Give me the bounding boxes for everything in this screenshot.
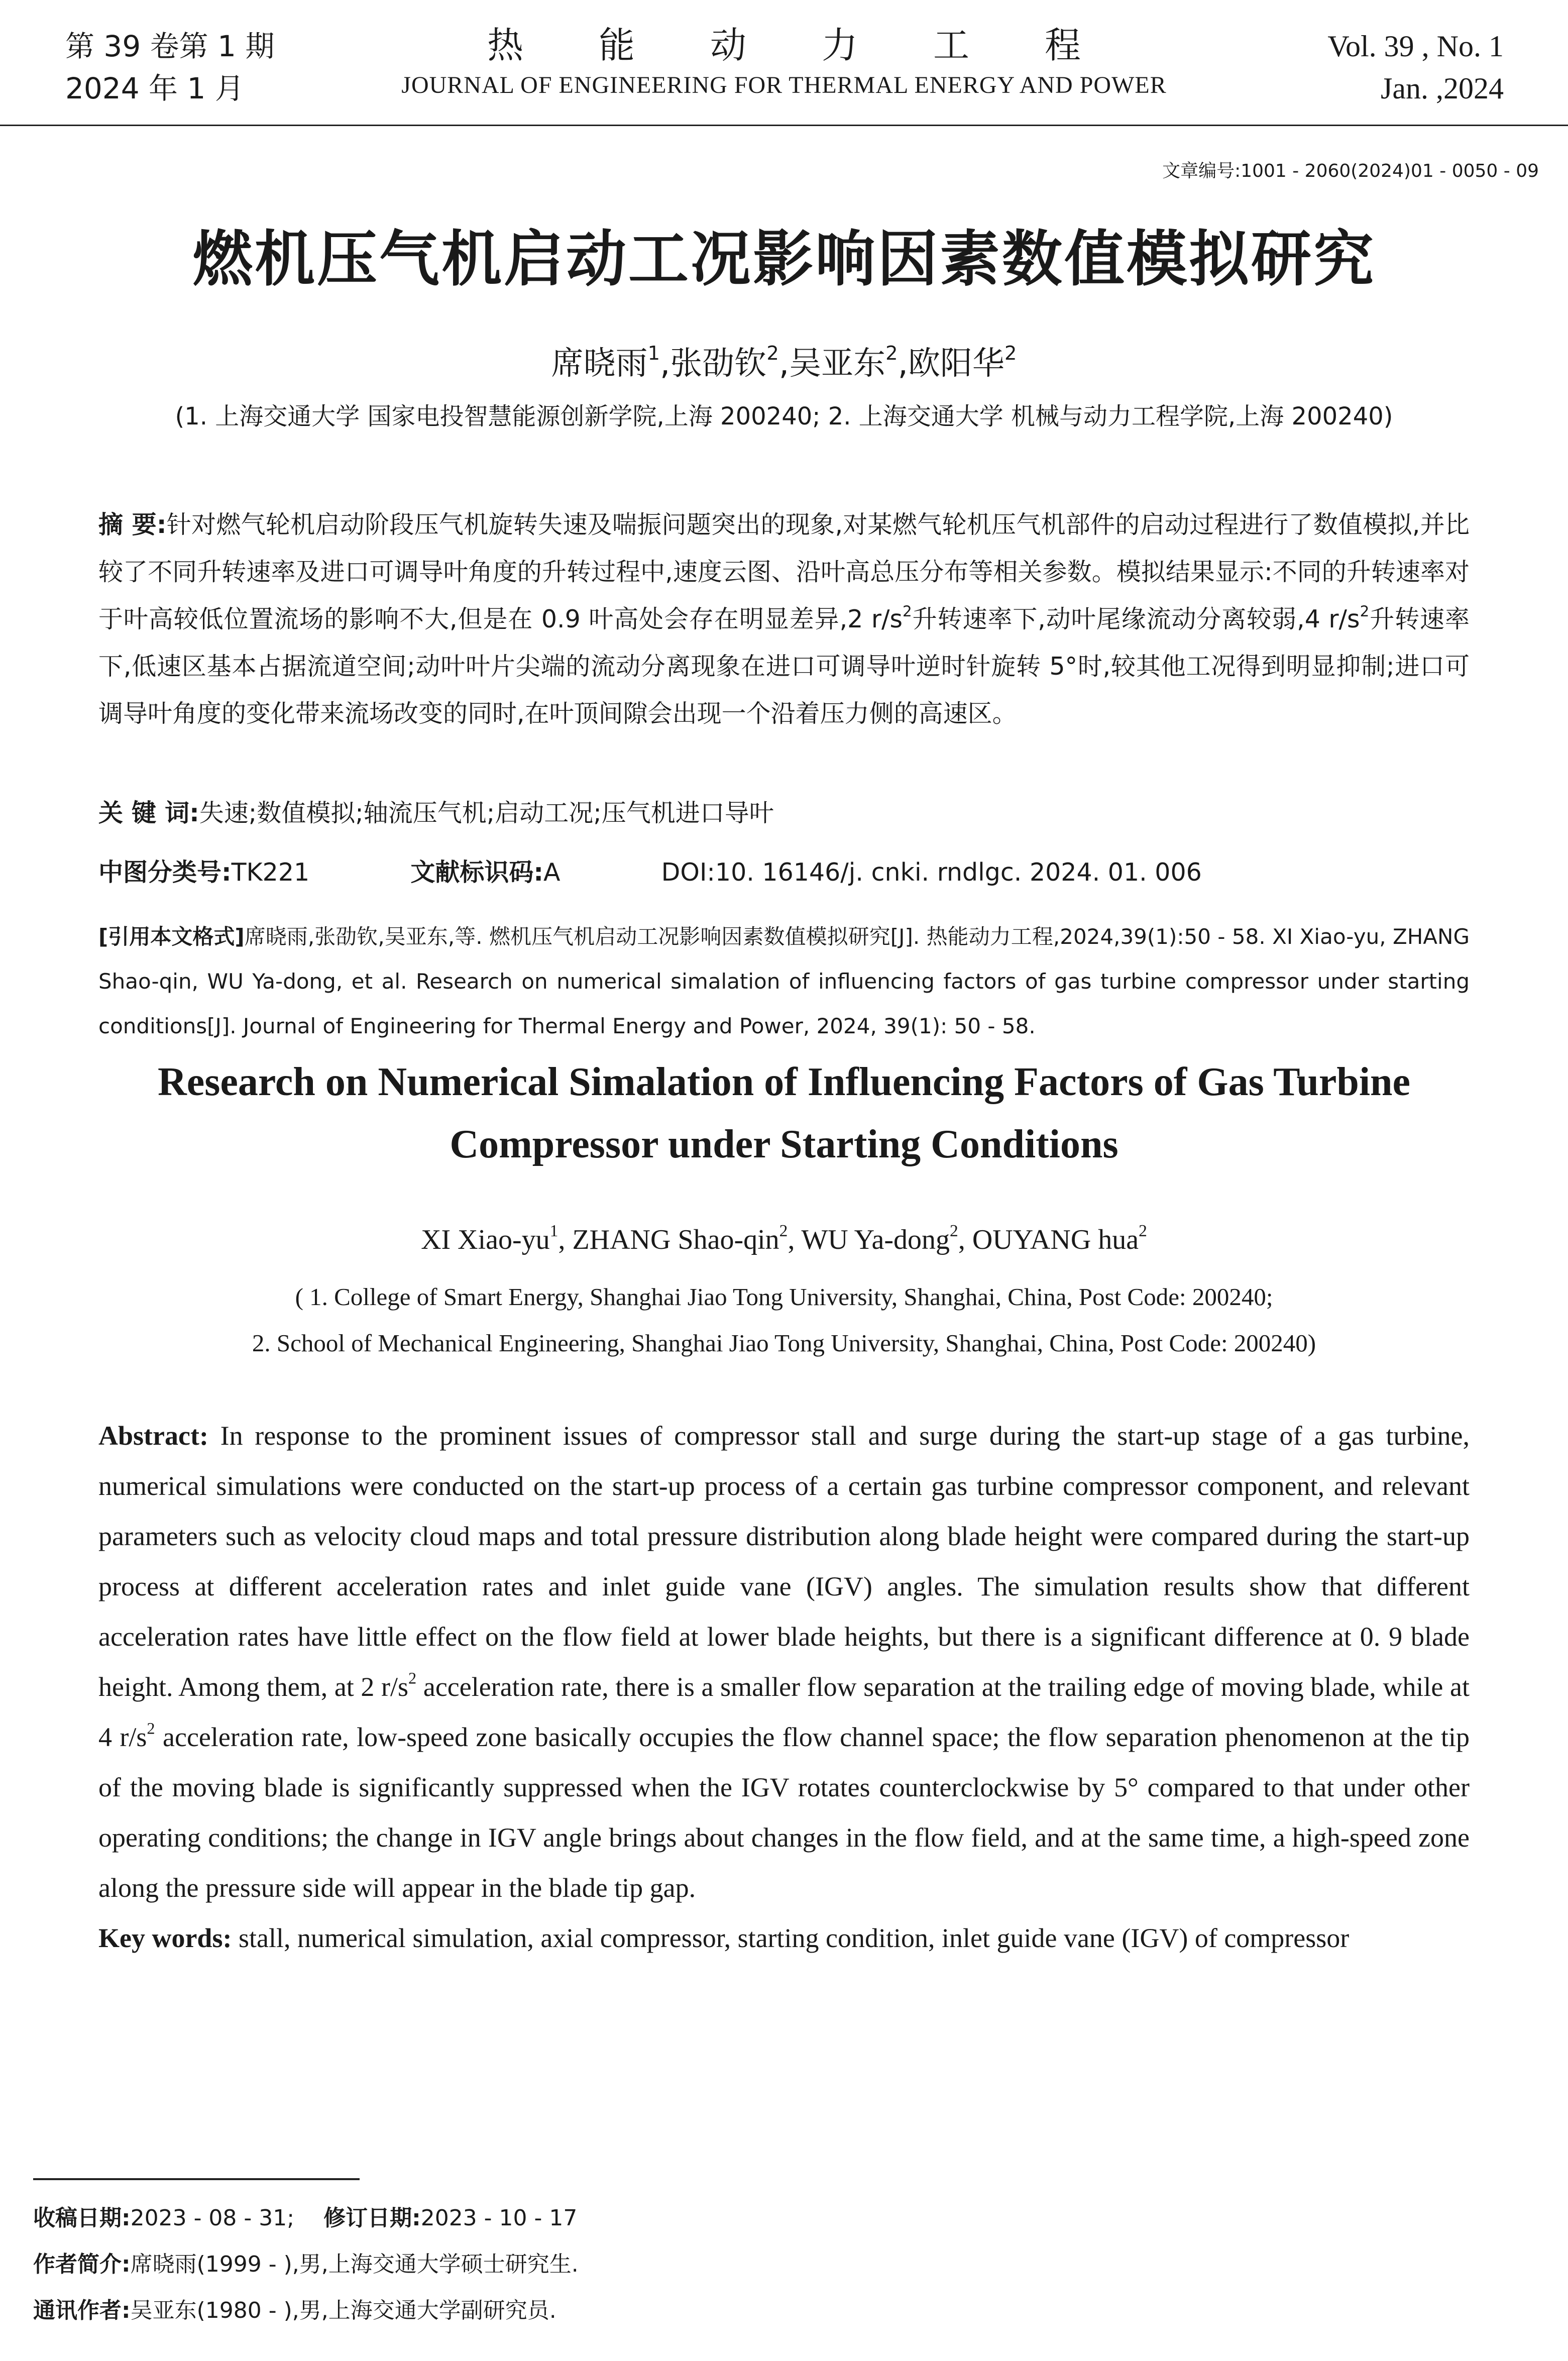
abstract-en-body — [98, 1421, 1470, 1903]
unit-exponent: 2 — [1360, 602, 1370, 620]
author-affiliation-mark: 2 — [950, 1221, 958, 1240]
affiliation-cn: (1. 上海交通大学 国家电投智慧能源创新学院,上海 200240; 2. 上海交通大学 机械与动力工程学院,上海 200240) — [175, 402, 1393, 431]
affiliation-en-line: ( 1. College of Smart Energy, Shanghai Jiao Tong University, Shanghai, China, Post Code: 200240; — [295, 1283, 1273, 1311]
abstract-en-label: Abstract: — [98, 1421, 208, 1451]
author-affiliation-mark: 2 — [1139, 1221, 1147, 1240]
unit-exponent: 2 — [903, 602, 912, 620]
received-date: 2023 - 08 - 31; — [130, 2205, 295, 2231]
footnote-rule — [33, 2178, 360, 2180]
keywords-en — [98, 1913, 1470, 1963]
revised-date: 2023 - 10 - 17 — [420, 2205, 578, 2231]
abstract-en — [98, 1411, 1470, 1963]
citation-text: 席晓雨,张劭钦,吴亚东,等. 燃机压气机启动工况影响因素数值模拟研究[J]. 热能动力工程,2024,39(1):50 - 58. XI Xiao-yu, ZHANG Shao-qin, WU Ya-dong, et al. Research on numerical simalation of influencing factors of gas turbine compressor under starting conditions[J]. Journal of Engineering for Thermal Energy and Power, 2024, 39(1): 50 - 58. — [98, 924, 1470, 1038]
journal-name-en: JOURNAL OF ENGINEERING FOR THERMAL ENERGY AND POWER — [401, 72, 1167, 98]
author-name: XI Xiao-yu — [421, 1224, 550, 1255]
abstract-cn-text: 针对燃气轮机启动阶段压气机旋转失速及喘振问题突出的现象,对某燃气轮机压气机部件的启动过程进行了数值模拟,并比较了不同升转速率及进口可调导叶角度的升转过程中,速度云图、沿叶高总压分布等相关参数。模拟结果显示:不同的升转速率对于叶高较低位置流场的影响不大,但是在 0.9 叶高处会存在明显差异,2 r/s — [98, 510, 1470, 633]
author-name: 欧阳华 — [908, 345, 1004, 382]
title-en: Research on Numerical Simalation of Influencing Factors of Gas Turbine Compressor under Starting Conditions — [157, 1060, 1411, 1166]
citation-format — [98, 914, 1470, 1048]
keywords-en-label: Key words: — [98, 1923, 232, 1953]
received-date-line — [33, 2195, 579, 2241]
abstract-cn-text: 升转速率下,动叶尾缘流动分离较弱,4 r/s — [912, 605, 1360, 633]
abstract-en-text: acceleration rate, there is a smaller flow separation at the trailing edge of moving blade, while at 4 r/s — [98, 1672, 1470, 1752]
abstract-cn — [98, 501, 1470, 737]
corresponding-author-line — [33, 2288, 579, 2334]
author-bio: 席晓雨(1999 - ),男,上海交通大学硕士研究生. — [130, 2251, 579, 2277]
volume-number: Vol. 39 , No. 1 — [1327, 30, 1504, 63]
author-affiliation-mark: 1 — [549, 1221, 558, 1240]
issue-date: 2024 年 1 月 — [65, 71, 244, 105]
abstract-en-text: In response to the prominent issues of compressor stall and surge during the start-up stage of a gas turbine, numerical simulations were conducted on the start-up process of a certain gas turbine compressor component, and relevant parameters such as velocity cloud maps and total pressure distribution along blade height were compared during the start-up process at different acceleration rates and inlet guide vane (IGV) angles. The simulation results show that different acceleration rates have little effect on the flow field at lower blade heights, but there is a significant difference at 0. 9 blade height. Among them, at 2 r/s — [98, 1421, 1470, 1702]
doc-code-label: 文献标识码: — [410, 858, 543, 887]
issue-number: 第 39 卷第 1 期 — [65, 29, 275, 63]
citation-label: [引用本文格式] — [98, 924, 245, 949]
affiliation-en-line: 2. School of Mechanical Engineering, Shanghai Jiao Tong University, Shanghai, China, Post Code: 200240) — [252, 1329, 1316, 1357]
author-name: 张劭钦 — [670, 345, 767, 382]
abstract-cn-label: 摘 要: — [98, 510, 167, 539]
unit-exponent: 2 — [408, 1669, 417, 1688]
author-name: ZHANG Shao-qin — [572, 1224, 779, 1255]
author-affiliation-mark: 2 — [885, 342, 898, 365]
volume-date: Jan. ,2024 — [1381, 72, 1504, 105]
classification-line — [98, 849, 1470, 896]
author-name: 席晓雨 — [551, 345, 648, 382]
author-name: 吴亚东 — [789, 345, 886, 382]
corresponding-author: 吴亚东(1980 - ),男,上海交通大学副研究员. — [130, 2298, 556, 2323]
doc-code: A — [543, 858, 561, 887]
keywords-cn-label: 关 键 词: — [98, 799, 199, 827]
issue-info — [65, 25, 274, 110]
journal-name-cn: 热能动力工程 — [487, 24, 1156, 66]
author-affiliation-mark: 1 — [647, 342, 660, 365]
author-affiliation-mark: 2 — [766, 342, 779, 365]
keywords-cn-text: 失速;数值模拟;轴流压气机;启动工况;压气机进口导叶 — [199, 799, 774, 827]
footnotes — [33, 2195, 579, 2334]
header-rule — [0, 125, 1568, 126]
author-affiliation-mark: 2 — [779, 1221, 788, 1240]
keywords-en-text: stall, numerical simulation, axial compressor, starting condition, inlet guide vane (IGV) of compressor — [232, 1923, 1350, 1953]
clc-code: TK221 — [231, 858, 310, 887]
revised-label: 修订日期: — [323, 2205, 421, 2231]
journal-name — [301, 20, 1267, 100]
corresponding-author-label: 通讯作者: — [33, 2298, 131, 2323]
author-affiliation-mark: 2 — [1004, 342, 1017, 365]
authors-en: XI Xiao-$yu^1$, ZHANG Shao-qin$^2$, WU Ya-dong$^2$, OUYANG hua$^2$ — [421, 1221, 1147, 1255]
affiliation-en — [0, 1274, 1568, 1366]
volume-info — [1327, 25, 1504, 110]
clc-label: 中图分类号: — [98, 858, 232, 887]
abstract-cn-text: 升转速率下,低速区基本占据流道空间;动叶叶片尖端的流动分离现象在进口可调导叶逆时针旋转 5°时,较其他工况得到明显抑制;进口可调导叶角度的变化带来流场改变的同时,在叶顶间隙会出现一个沿着压力侧的高速区。 — [98, 605, 1470, 728]
author-name: OUYANG hua — [972, 1224, 1139, 1255]
authors-cn: 席晓雨$^1$,张劭钦$^2$,吴亚东$^2$,欧阳华$^2$ — [551, 342, 1017, 382]
abstract-en-text: acceleration rate, low-speed zone basically occupies the flow channel space; the flow separation phenomenon at the tip of the moving blade is significantly suppressed when the IGV rotates counterclockwise by 5° compared to that under other operating conditions; the change in IGV angle brings about changes in the flow field, and at the same time, a high-speed zone along the pressure side will appear in the blade tip gap. — [98, 1722, 1470, 1903]
unit-exponent: 2 — [147, 1720, 155, 1738]
author-bio-line — [33, 2241, 579, 2288]
author-name: WU Ya-dong — [801, 1224, 950, 1255]
article-number: 文章编号:1001 - 2060(2024)01 - 0050 - 09 — [1162, 161, 1539, 181]
author-bio-label: 作者简介: — [33, 2251, 131, 2277]
received-label: 收稿日期: — [33, 2205, 131, 2231]
keywords-cn — [98, 790, 1470, 837]
title-cn: 燃机压气机启动工况影响因素数值模拟研究 — [192, 225, 1376, 294]
doi: DOI:10. 16146/j. cnki. rndlgc. 2024. 01. 006 — [661, 858, 1202, 887]
